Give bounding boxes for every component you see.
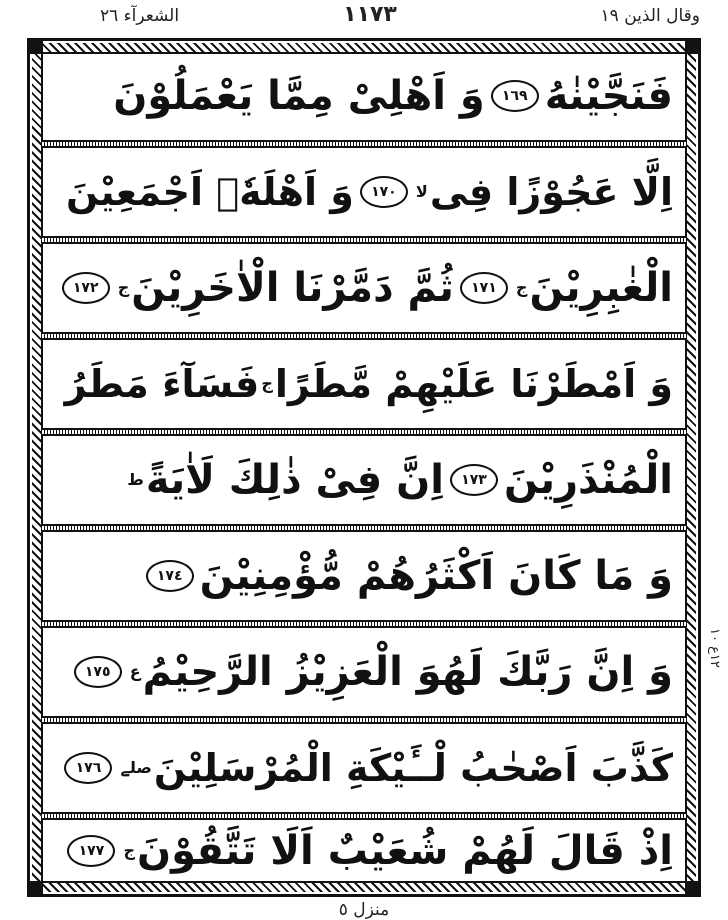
verse-text: وَ اَمْطَرْنَا عَلَيْهِمْ مَّطَرًا (274, 362, 673, 406)
verse-text: وَ اَهْلِىْ مِمَّا يَعْمَلُوْنَ (113, 73, 485, 119)
verse-text: اِذْ قَالَ لَهُمْ شُعَيْبٌ اَلَا تَتَّقُوْنَ (136, 828, 673, 874)
verse-text: اِلَّا عَجُوْزًا فِى (429, 170, 673, 214)
line-divider (41, 332, 687, 340)
ayah-number-marker: ١٧٧ (67, 835, 115, 867)
verse-text: وَ مَا كَانَ اَكْثَرُهُمْ مُّؤْمِنِيْنَ (199, 553, 673, 599)
line-divider (41, 140, 687, 148)
surah-name: الشعرآء ٢٦ (100, 6, 180, 26)
verse-text: فَسَآءَ مَطَرُ (64, 362, 260, 406)
verse-line (41, 148, 687, 236)
waqf-mark: ج (515, 278, 528, 297)
page-number: ١١٧٣ (343, 2, 397, 27)
verse-line (41, 340, 687, 428)
line-divider (41, 428, 687, 436)
corner-ornament (29, 881, 43, 895)
verse-line (41, 436, 687, 524)
ayah-number-marker: ١٧١ (460, 272, 508, 304)
manzil-footer: منزل ٥ (338, 900, 390, 920)
ayah-number-marker: ١٧٤ (146, 560, 194, 592)
rukuh-margin-note: ١٢ع ١٠ (707, 628, 722, 668)
verse-line (41, 724, 687, 812)
line-divider (41, 812, 687, 820)
line-divider (41, 620, 687, 628)
line-divider (41, 716, 687, 724)
line-divider (41, 524, 687, 532)
verse-text: كَذَّبَ اَصْحٰبُ لْــَٔيْكَةِ الْمُرْسَلِيْنَ (153, 746, 673, 790)
verse-line (41, 244, 687, 332)
waqf-mark: ج (261, 374, 273, 393)
verse-lines (41, 52, 687, 883)
waqf-mark: لا (415, 182, 428, 201)
ayah-number-marker: ١٧٦ (64, 752, 112, 784)
line-divider (41, 236, 687, 244)
ayah-number-marker: ١٧٢ (62, 272, 110, 304)
verse-text: وَ اَهْلَهٗۤ اَجْمَعِيْنَ (66, 170, 354, 214)
corner-ornament (685, 881, 699, 895)
verse-line (41, 532, 687, 620)
verse-line (41, 820, 687, 882)
verse-line (41, 52, 687, 140)
ayah-number-marker: ١٧٠ (360, 176, 408, 208)
waqf-mark: ط (127, 470, 144, 489)
ayah-number-marker: ١٦٩ (491, 80, 539, 112)
juz-name: وقال الذين ١٩ (600, 6, 700, 26)
verse-text: فَنَجَّيْنٰهُ (544, 73, 673, 119)
verse-text: ثُمَّ دَمَّرْنَا الْاٰخَرِيْنَ (131, 265, 454, 311)
verse-text: اِنَّ فِىْ ذٰلِكَ لَاٰيَةً (145, 457, 444, 503)
verse-text: الْغٰبِرِيْنَ (529, 265, 673, 311)
verse-text: وَ اِنَّ رَبَّكَ لَهُوَ الْعَزِيْزُ الرَّحِيْمُ (142, 649, 673, 695)
ayah-number-marker: ١٧٥ (74, 656, 122, 688)
waqf-mark: ج (117, 278, 130, 297)
verse-line (41, 628, 687, 716)
waqf-mark: ع (129, 662, 141, 681)
waqf-mark: ج (123, 841, 135, 860)
corner-ornament (685, 40, 699, 54)
ayah-number-marker: ١٧٣ (450, 464, 498, 496)
waqf-mark: صلے (120, 758, 152, 777)
verse-text: الْمُنْذَرِيْنَ (503, 457, 673, 503)
